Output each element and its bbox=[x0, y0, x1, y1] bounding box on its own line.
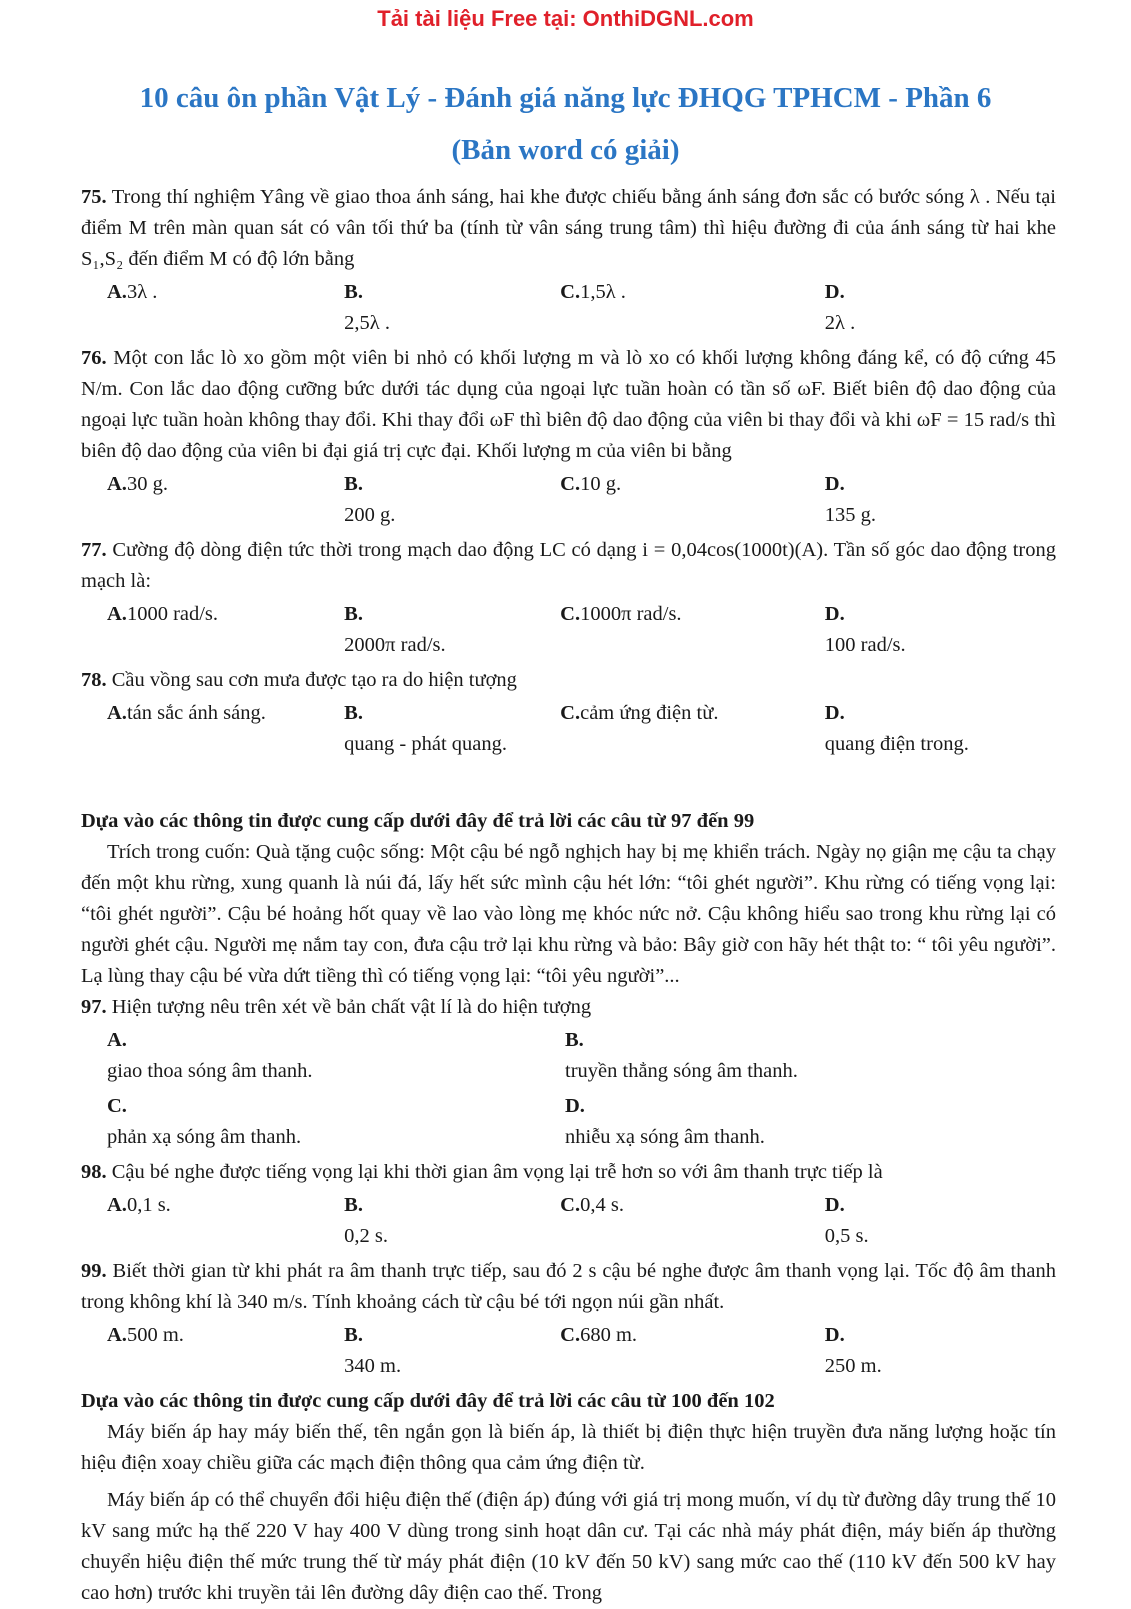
options-99 bbox=[81, 1320, 1056, 1382]
section-heading-100-102: Dựa vào các thông tin được cung cấp dưới đây để trả lời các câu từ 100 đến 102 bbox=[81, 1390, 775, 1412]
option-b: B.340 m. bbox=[344, 1324, 402, 1377]
passage-story: Trích trong cuốn: Quà tặng cuộc sống: Một cậu bé ngỗ nghịch hay bị mẹ khiển trách. Ngày nọ giận mẹ cậu ta chạy đến một khu rừng, xung quanh là núi đá, lấy hết sức mình cậu hét lớn: “tôi ghét người”. Khu rừng có tiếng vọng lại: “tôi ghét người”. Cậu bé hoảng hốt quay về lao vào lòng mẹ khóc nức nở. Cậu không hiểu sao trong khu rừng lại có người ghét cậu. Người mẹ nắm tay con, đưa cậu trở lại khu rừng và bảo: Bây giờ con hãy hét thật to: “ tôi yêu người”. Lạ lùng thay cậu bé vừa dứt tiềng thì có tiếng vọng lại: “tôi yêu người”... bbox=[81, 841, 1056, 987]
option-d: D.2λ . bbox=[824, 281, 856, 334]
options-75 bbox=[81, 277, 1056, 339]
options-77 bbox=[81, 599, 1056, 661]
question-78 bbox=[81, 665, 1056, 696]
option-d: D.0,5 s. bbox=[824, 1194, 869, 1247]
option-c: C.10 g. bbox=[560, 473, 622, 495]
option-a: A.1000 rad/s. bbox=[107, 603, 219, 625]
option-c: C.cảm ứng điện từ. bbox=[560, 702, 719, 724]
question-number: 78. bbox=[81, 669, 107, 691]
option-a: A.500 m. bbox=[107, 1324, 184, 1346]
option-c: C.0,4 s. bbox=[560, 1194, 624, 1216]
question-number: 98. bbox=[81, 1161, 107, 1183]
option-b: B.0,2 s. bbox=[344, 1194, 389, 1247]
document-body bbox=[81, 182, 1056, 1609]
page-subtitle: (Bản word có giải) bbox=[451, 134, 680, 166]
question-text: Một con lắc lò xo gồm một viên bi nhỏ có khối lượng m và lò xo có khối lượng không đáng kể, có độ cứng 45 N/m. Con lắc dao động cưỡng bức dưới tác dụng của ngoại lực tuần hoàn có tần số ωF. Biết biên độ dao động của ngoại lực tuần hoàn không thay đổi. Khi thay đổi ωF thì biên độ dao động của viên bi thay đổi và khi ωF = 15 rad/s thì biên độ dao động của viên bi đại giá trị cực đại. Khối lượng m của viên bi bằng bbox=[81, 347, 1056, 462]
download-banner[interactable]: Tải tài liệu Free tại: OnthiDGNL.com bbox=[377, 6, 754, 31]
page-title: 10 câu ôn phần Vật Lý - Đánh giá năng lực ĐHQG TPHCM - Phần 6 bbox=[139, 82, 992, 114]
question-75 bbox=[81, 182, 1056, 275]
option-a: A.3λ . bbox=[107, 281, 158, 303]
option-d: D.250 m. bbox=[824, 1324, 882, 1377]
options-76 bbox=[81, 469, 1056, 531]
section-heading-97-99: Dựa vào các thông tin được cung cấp dưới đây để trả lời các câu từ 97 đến 99 bbox=[81, 810, 755, 832]
option-a: A.30 g. bbox=[107, 473, 168, 495]
question-text: Cường độ dòng điện tức thời trong mạch dao động LC có dạng i = 0,04cos(1000t)(A). Tần số góc dao động trong mạch là: bbox=[81, 539, 1056, 592]
question-text: Trong thí nghiệm Yâng về giao thoa ánh sáng, hai khe được chiếu bằng ánh sáng đơn sắc có bước sóng λ . Nếu tại điểm M trên màn quan sát có vân tối thứ ba (tính từ vân sáng trung tâm) thì hiệu đường đi của ánh sáng từ hai khe S₁,S₂ đến điểm M có độ lớn bằng bbox=[81, 186, 1056, 270]
option-d: D.135 g. bbox=[824, 473, 877, 526]
option-a: A.0,1 s. bbox=[107, 1194, 171, 1216]
options-98 bbox=[81, 1190, 1056, 1252]
options-78 bbox=[81, 698, 1056, 760]
options-97-row2 bbox=[81, 1091, 1056, 1153]
option-c: C.1000π rad/s. bbox=[560, 603, 682, 625]
question-text: Hiện tượng nêu trên xét về bản chất vật lí là do hiện tượng bbox=[106, 996, 592, 1018]
question-number: 75. bbox=[81, 186, 107, 208]
question-99 bbox=[81, 1256, 1056, 1318]
option-b: B.quang - phát quang. bbox=[344, 702, 507, 755]
passage-transformer-2: Máy biến áp có thể chuyển đổi hiệu điện thế (điện áp) đúng với giá trị mong muốn, ví dụ từ đường dây trung thế 10 kV sang mức hạ thế 220 V hay 400 V dùng trong sinh hoạt dân cư. Tại các nhà máy phát điện, máy biến áp thường chuyển hiệu điện thế mức trung thế từ máy phát điện (10 kV đến 50 kV) sang mức cao thế (110 kV đến 500 kV hay cao hơn) trước khi truyền tải lên đường dây điện cao thế. Trong bbox=[81, 1489, 1056, 1604]
question-text: Cậu bé nghe được tiếng vọng lại khi thời gian âm vọng lại trễ hơn so với âm thanh trực tiếp là bbox=[106, 1161, 883, 1183]
question-77 bbox=[81, 535, 1056, 597]
option-c: C.phản xạ sóng âm thanh. bbox=[107, 1095, 302, 1148]
option-d: D.nhiễu xạ sóng âm thanh. bbox=[565, 1095, 765, 1148]
question-76 bbox=[81, 343, 1056, 467]
options-97-row1 bbox=[81, 1025, 1056, 1087]
option-b: B.2000π rad/s. bbox=[344, 603, 446, 656]
question-97 bbox=[81, 992, 1056, 1023]
question-number: 99. bbox=[81, 1260, 107, 1282]
option-c: C.1,5λ . bbox=[560, 281, 626, 303]
option-d: D.quang điện trong. bbox=[824, 702, 969, 755]
question-98 bbox=[81, 1157, 1056, 1188]
option-a: A.giao thoa sóng âm thanh. bbox=[107, 1029, 313, 1082]
option-b: B.2,5λ . bbox=[344, 281, 390, 334]
option-b: B.200 g. bbox=[344, 473, 396, 526]
question-number: 76. bbox=[81, 347, 107, 369]
question-number: 77. bbox=[81, 539, 107, 561]
option-c: C.680 m. bbox=[560, 1324, 638, 1346]
passage-transformer-1: Máy biến áp hay máy biến thế, tên ngắn gọn là biến áp, là thiết bị điện thực hiện truyền đưa năng lượng hoặc tín hiệu điện xoay chiều giữa các mạch điện thông qua cảm ứng điện từ. bbox=[81, 1421, 1056, 1474]
question-text: Biết thời gian từ khi phát ra âm thanh trực tiếp, sau đó 2 s cậu bé nghe được âm thanh vọng lại. Tốc độ âm thanh trong không khí là 340 m/s. Tính khoảng cách từ cậu bé tới ngọn núi gần nhất. bbox=[81, 1260, 1056, 1313]
option-a: A.tán sắc ánh sáng. bbox=[107, 702, 266, 724]
option-b: B.truyền thẳng sóng âm thanh. bbox=[565, 1029, 798, 1082]
question-text: Cầu vồng sau cơn mưa được tạo ra do hiện tượng bbox=[106, 669, 517, 691]
question-number: 97. bbox=[81, 996, 107, 1018]
option-d: D.100 rad/s. bbox=[824, 603, 906, 656]
